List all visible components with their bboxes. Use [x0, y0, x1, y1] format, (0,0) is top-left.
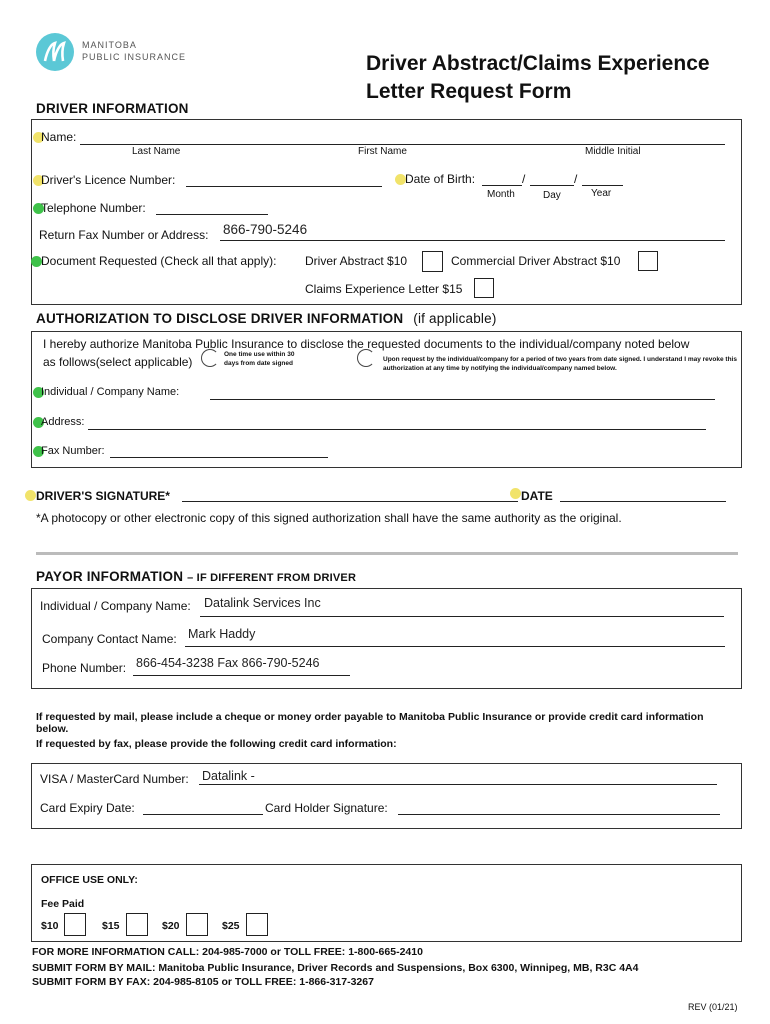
option-one-time-radio[interactable] [201, 349, 219, 367]
authorization-heading-text: AUTHORIZATION TO DISCLOSE DRIVER INFORMATION [36, 311, 404, 326]
logo-line2: PUBLIC INSURANCE [82, 52, 187, 62]
last-name-caption: Last Name [132, 146, 181, 157]
payor-contact-label: Company Contact Name: [42, 632, 177, 646]
auth-individual-field[interactable] [210, 399, 715, 400]
authorization-text-line2: as follows(select applicable) [43, 355, 193, 369]
fee-10-label: $10 [41, 920, 59, 932]
document-requested-label: Document Requested (Check all that apply): [41, 254, 277, 268]
office-use-heading: OFFICE USE ONLY: [41, 874, 138, 886]
fee-paid-label: Fee Paid [41, 898, 85, 910]
day-caption: Day [543, 190, 561, 201]
payor-contact-field[interactable] [185, 646, 725, 647]
fee-20-label: $20 [162, 920, 180, 932]
date-field[interactable] [560, 501, 726, 502]
licence-field[interactable] [186, 186, 382, 187]
payor-phone-value[interactable]: 866-454-3238 Fax 866-790-5246 [136, 656, 320, 670]
footer-fax-line: SUBMIT FORM BY FAX: 204-985-8105 or TOLL FREE: 1-866-317-3267 [32, 976, 374, 988]
driver-abstract-checkbox[interactable] [422, 251, 443, 272]
month-caption: Month [487, 189, 515, 200]
name-field[interactable] [80, 144, 725, 145]
logo-mark-icon [36, 33, 74, 71]
dob-day-field[interactable] [530, 185, 574, 186]
middle-initial-caption: Middle Initial [585, 146, 641, 157]
payor-heading [36, 569, 356, 584]
authorization-heading-suffix: (if applicable) [413, 311, 497, 326]
payor-heading-text: PAYOR INFORMATION [36, 569, 184, 584]
card-number-field[interactable] [199, 784, 717, 785]
year-caption: Year [591, 188, 612, 199]
dob-month-field[interactable] [482, 185, 522, 186]
return-label: Return Fax Number or Address: [39, 228, 209, 242]
first-name-caption: First Name [358, 146, 407, 157]
date-label: DATE [521, 489, 553, 503]
payor-contact-value[interactable]: Mark Haddy [188, 627, 256, 641]
revision-label: REV (01/21) [688, 1002, 738, 1012]
commercial-abstract-label: Commercial Driver Abstract $10 [451, 254, 621, 268]
fee-10-checkbox[interactable] [64, 913, 86, 936]
option-two-years-radio[interactable] [357, 349, 375, 367]
telephone-field[interactable] [156, 214, 268, 215]
footer-info-line: FOR MORE INFORMATION CALL: 204-985-7000 or TOLL FREE: 1-800-665-2410 [32, 946, 423, 958]
payor-phone-label: Phone Number: [42, 661, 127, 675]
fee-25-label: $25 [222, 920, 240, 932]
fee-25-checkbox[interactable] [246, 913, 268, 936]
fee-15-label: $15 [102, 920, 120, 932]
divider [36, 552, 738, 555]
driver-info-heading: DRIVER INFORMATION [36, 101, 189, 116]
signature-field[interactable] [182, 501, 518, 502]
payment-mail-note: If requested by mail, please include a cheque or money order payable to Manitoba Public Insurance or provide credit card information below. [36, 711, 704, 735]
page-title-line1: Driver Abstract/Claims Experience [366, 52, 710, 75]
licence-label: Driver's Licence Number: [41, 173, 176, 187]
required-marker [510, 488, 521, 499]
name-label: Name: [41, 130, 77, 144]
authorization-heading [36, 311, 497, 326]
logo-line1: MANITOBA [82, 40, 137, 50]
card-expiry-label: Card Expiry Date: [40, 801, 135, 815]
dob-label: Date of Birth: [405, 172, 476, 186]
auth-address-field[interactable] [88, 429, 706, 430]
claims-letter-label: Claims Experience Letter $15 [305, 282, 463, 296]
dob-year-field[interactable] [582, 185, 623, 186]
photocopy-note: *A photocopy or other electronic copy of this signed authorization shall have the same authority as the original. [36, 511, 622, 525]
payor-individual-label: Individual / Company Name: [40, 599, 191, 613]
payment-fax-note: If requested by fax, please provide the following credit card information: [36, 738, 397, 750]
payor-individual-field[interactable] [200, 616, 724, 617]
option-two-years-label: Upon request by the individual/company for a period of two years from date signed. I understand I may revoke this authorization at any time by notifying the individual/company named below. [383, 356, 737, 372]
card-holder-field[interactable] [398, 814, 720, 815]
page-title-line2: Letter Request Form [366, 80, 572, 103]
card-number-value[interactable]: Datalink - [202, 769, 255, 783]
auth-address-label: Address: [41, 416, 85, 428]
card-holder-label: Card Holder Signature: [265, 801, 388, 815]
payor-individual-value[interactable]: Datalink Services Inc [204, 596, 321, 610]
card-number-label: VISA / MasterCard Number: [40, 772, 189, 786]
payor-phone-field[interactable] [133, 675, 350, 676]
driver-abstract-label: Driver Abstract $10 [305, 254, 408, 268]
fee-20-checkbox[interactable] [186, 913, 208, 936]
dob-slash: / [574, 172, 578, 186]
return-field[interactable] [220, 240, 725, 241]
telephone-label: Telephone Number: [41, 201, 146, 215]
authorization-text-line1: I hereby authorize Manitoba Public Insurance to disclose the requested documents to the individual/company noted below [43, 337, 690, 351]
signature-label: DRIVER'S SIGNATURE* [36, 489, 170, 503]
card-expiry-field[interactable] [143, 814, 263, 815]
commercial-abstract-checkbox[interactable] [638, 251, 658, 271]
auth-fax-label: Fax Number: [41, 445, 105, 457]
logo [36, 33, 196, 73]
dob-slash: / [522, 172, 526, 186]
claims-letter-checkbox[interactable] [474, 278, 494, 298]
return-value[interactable]: 866-790-5246 [223, 222, 308, 237]
auth-fax-field[interactable] [110, 457, 328, 458]
option-one-time-label: One time use within 30 days from date signed [224, 351, 295, 367]
payor-heading-suffix: – IF DIFFERENT FROM DRIVER [187, 572, 357, 584]
footer-mail-line: SUBMIT FORM BY MAIL: Manitoba Public Insurance, Driver Records and Suspensions, Box 6300, Winnipeg, MB, R3C 4A4 [32, 962, 639, 974]
fee-15-checkbox[interactable] [126, 913, 148, 936]
required-marker [25, 490, 36, 501]
auth-individual-label: Individual / Company Name: [41, 386, 180, 398]
